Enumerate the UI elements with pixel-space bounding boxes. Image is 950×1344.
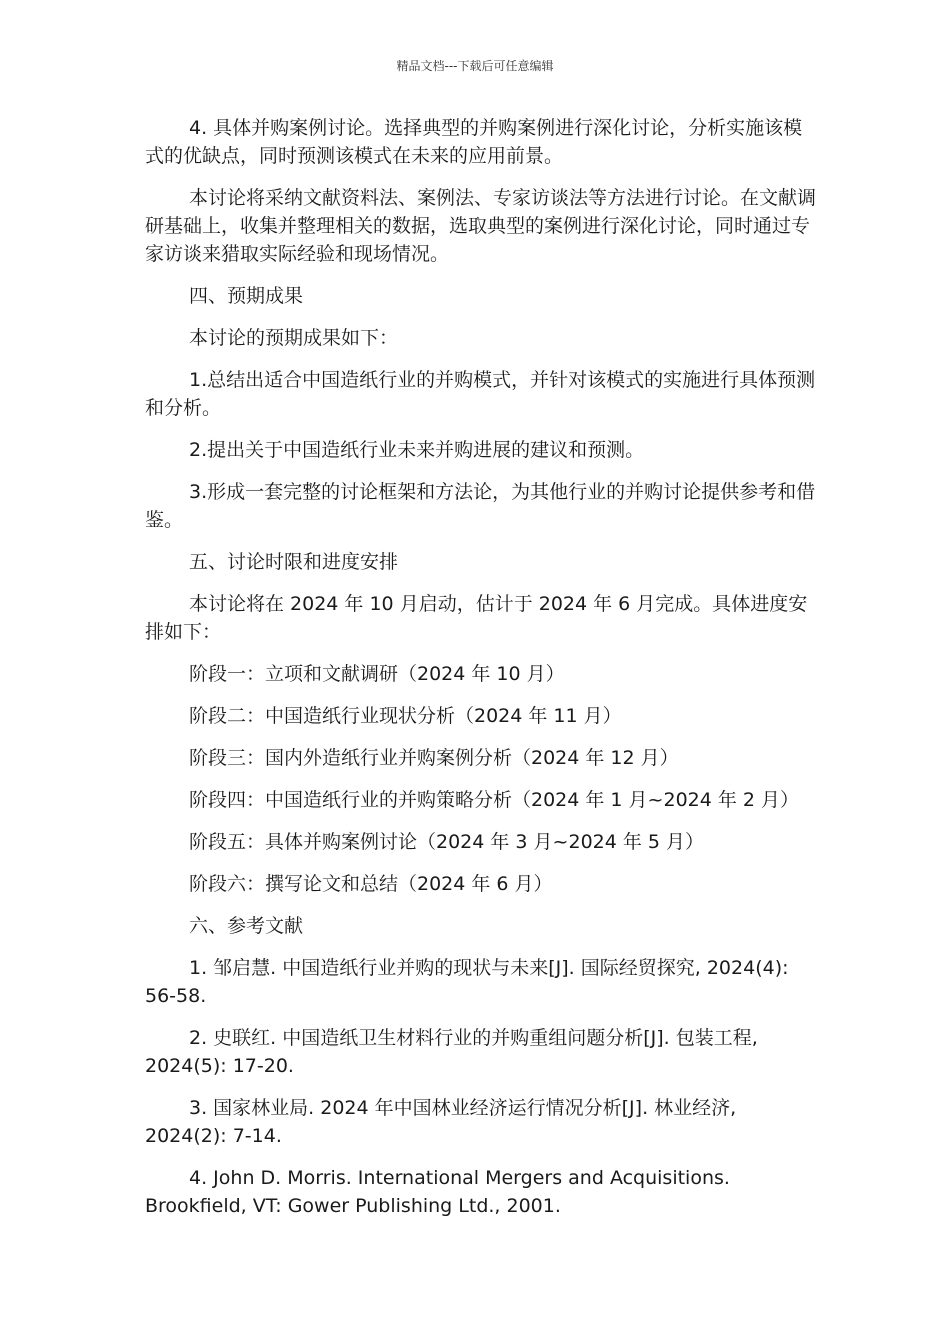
section-heading-references: 六、参考文献 <box>189 915 304 937</box>
schedule-stage-5: 阶段五：具体并购案例讨论（2024 年 3 月~2024 年 5 月） <box>189 831 705 853</box>
paragraph-case-study: 4. 具体并购案例讨论。选择典型的并购案例进行深化讨论，分析实施该模式的优缺点，同时预测该模式在未来的应用前景。 <box>145 117 803 167</box>
reference-item-3: 3. 国家林业局. 2024 年中国林业经济运行情况分析[J]. 林业经济, 2024(2): 7-14. <box>145 1097 737 1147</box>
section-heading-expected-results: 四、预期成果 <box>189 285 304 307</box>
page-header: 精品文档---下载后可任意编辑 <box>396 59 554 73</box>
schedule-stage-2: 阶段二：中国造纸行业现状分析（2024 年 11 月） <box>189 705 622 727</box>
reference-item-1: 1. 邹启慧. 中国造纸行业并购的现状与未来[J]. 国际经贸探究, 2024(4): 56-58. <box>145 957 789 1007</box>
list-item-result-3: 3.形成一套完整的讨论框架和方法论，为其他行业的并购讨论提供参考和借鉴。 <box>145 481 816 531</box>
reference-item-4: 4. John D. Morris. International Mergers and Acquisitions. Brookfield, VT: Gower Publishing Ltd., 2001. <box>145 1167 730 1217</box>
paragraph-methods: 本讨论将采纳文献资料法、案例法、专家访谈法等方法进行讨论。在文献调研基础上，收集并整理相关的数据，选取典型的案例进行深化讨论，同时通过专家访谈来猎取实际经验和现场情况。 <box>145 187 817 265</box>
schedule-stage-3: 阶段三：国内外造纸行业并购案例分析（2024 年 12 月） <box>189 747 679 769</box>
schedule-stage-6: 阶段六：撰写论文和总结（2024 年 6 月） <box>189 873 553 895</box>
paragraph-schedule-intro: 本讨论将在 2024 年 10 月启动，估计于 2024 年 6 月完成。具体进度安排如下： <box>145 593 808 643</box>
schedule-stage-1: 阶段一：立项和文献调研（2024 年 10 月） <box>189 663 565 685</box>
section-heading-schedule: 五、讨论时限和进度安排 <box>189 551 399 573</box>
list-item-result-1: 1.总结出适合中国造纸行业的并购模式，并针对该模式的实施进行具体预测和分析。 <box>145 369 816 419</box>
document-body <box>145 114 817 1234</box>
paragraph-results-intro: 本讨论的预期成果如下： <box>189 327 399 349</box>
reference-item-2: 2. 史联红. 中国造纸卫生材料行业的并购重组问题分析[J]. 包装工程, 2024(5): 17-20. <box>145 1027 758 1077</box>
list-item-result-2: 2.提出关于中国造纸行业未来并购进展的建议和预测。 <box>189 439 645 461</box>
schedule-stage-4: 阶段四：中国造纸行业的并购策略分析（2024 年 1 月~2024 年 2 月） <box>189 789 800 811</box>
